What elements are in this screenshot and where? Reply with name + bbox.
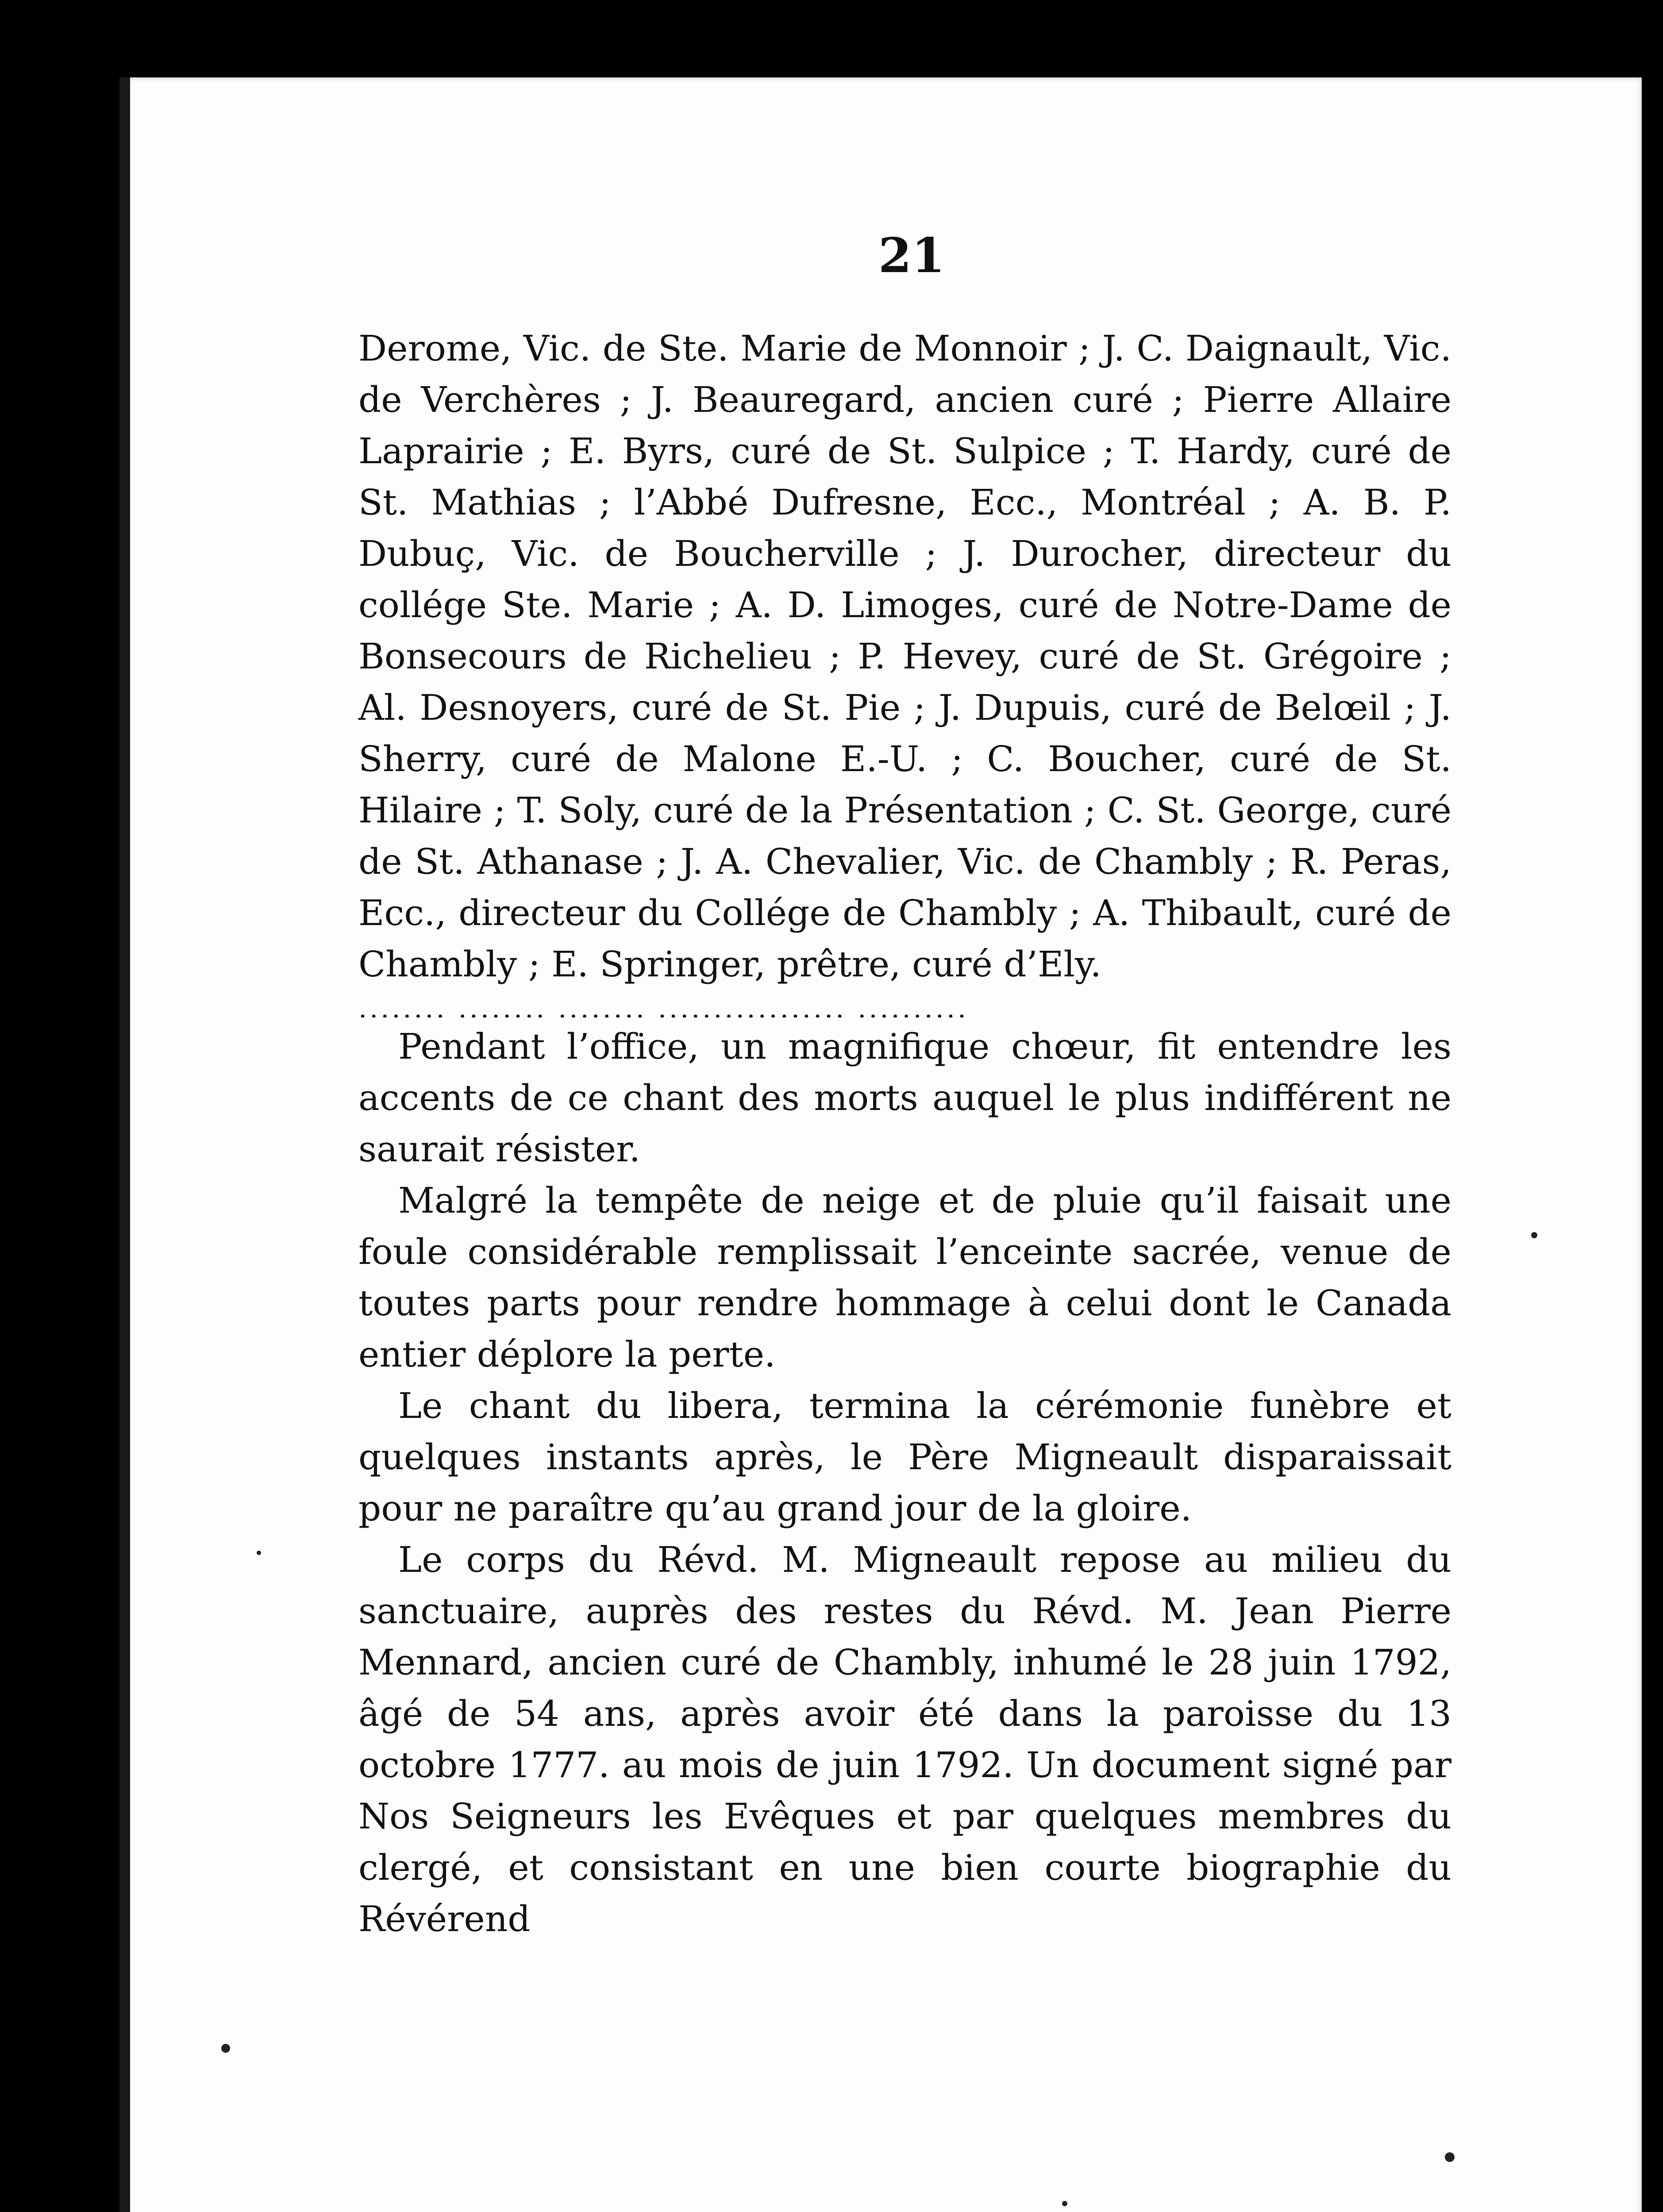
paragraph-libera: Le chant du libera, termina la cérémonie funèbre et quelques instants après, le Père Migneault disparaissait pour ne paraître qu’au grand jour de la gloire. [358, 1385, 1451, 1529]
paragraph-clergy-list: Derome, Vic. de Ste. Marie de Monnoir ; J. C. Daignault, Vic. de Verchères ; J. Beauregard, ancien curé ; Pierre Allaire Laprairie ; E. Byrs, curé de St. Sulpice ; T. Hardy, curé de St. Mathias ; l’Abbé Dufresne, Ecc., Montréal ; A. B. P. Dubuç, Vic. de Boucherville ; J. Durocher, directeur du collége Ste. Marie ; A. D. Limoges, curé de Notre-Dame de Bonsecours de Richelieu ; P. Hevey, curé de St. Grégoire ; Al. Desnoyers, curé de St. Pie ; J. Dupuis, curé de Belœil ; J. Sherry, curé de Malone E.-U. ; C. Boucher, curé de St. Hilaire ; T. Soly, curé de la Présentation ; C. St. George, curé de St. Athanase ; J. A. Chevalier, Vic. de Chambly ; R. Peras, Ecc., directeur du Collége de Chambly ; A. Thibault, curé de Chambly ; E. Springer, prêtre, curé d’Ely. [358, 328, 1451, 985]
book-page [119, 77, 1642, 2212]
print-speck [257, 1551, 261, 1555]
dotted-separator: ........ ........ ........ ................. .......... [358, 1000, 969, 1018]
paragraph-crowd: Malgré la tempête de neige et de pluie qu’il faisait une foule considérable remplissait l’enceinte sacrée, venue de toutes parts pour rendre hommage à celui dont le Canada entier déplore la perte. [358, 1180, 1451, 1375]
print-speck [1445, 2152, 1455, 2162]
paragraph-office: Pendant l’office, un magnifique chœur, fit entendre les accents de ce chant des morts auquel le plus indifférent ne saurait résister. [358, 1026, 1451, 1170]
print-speck [1062, 2201, 1067, 2206]
print-speck [1531, 1232, 1537, 1238]
print-speck [221, 2044, 230, 2053]
page-binding-edge [119, 77, 130, 2212]
paragraph-burial: Le corps du Révd. M. Migneault repose au milieu du sanctuaire, auprès des restes du Révd. M. Jean Pierre Mennard, ancien curé de Chambly, inhumé le 28 juin 1792, âgé de 54 ans, après avoir été dans la paroisse du 13 octobre 1777. au mois de juin 1792. Un document signé par Nos Seigneurs les Evêques et par quelques membres du clergé, et consistant en une bien courte biographie du Révérend [358, 1539, 1451, 1939]
page-number: 21 [878, 228, 945, 284]
body-text [358, 323, 1451, 1945]
